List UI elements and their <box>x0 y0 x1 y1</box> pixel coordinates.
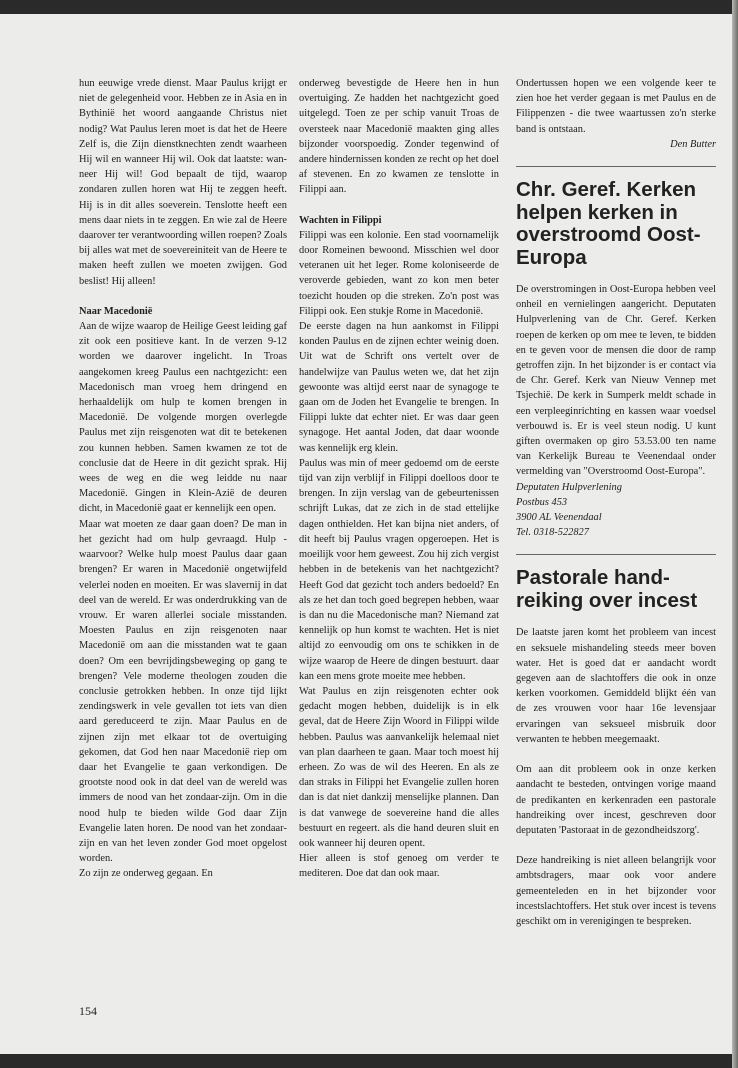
paragraph: De eerste dagen na hun aankomst in Filippi konden Paulus en de zijnen echter weinig doen. Uit wat de Schrift ons vertelt over de handelwijze van Paulus weten we, dat het zijn gewoonte was altijd eerst naar de synagoge te gaan om de Joden het Evangelie te brengen. In Filippi lukte dat echter niet. Er was daar geen synagoge. Het aantal Joden, dat daar woonde was kennelijk erg klein. <box>299 321 499 454</box>
paragraph: Ondertussen hopen we een volgende keer te zien hoe het verder gegaan is met Paulus en de Filippenzen - die twee waartussen zo'n sterke band is ontstaan. <box>516 78 716 135</box>
column-left <box>79 76 287 882</box>
paragraph: Deze handreiking is niet alleen belangrijk voor ambtsdragers, maar ook voor andere gemeenteleden en in het bijzonder voor incestslachtoffers. Het stuk over incest is tevens geschikt om in verenigingen te bespreken. <box>516 855 716 927</box>
address-line: 3900 AL Veenendaal <box>516 512 602 524</box>
paragraph: onderweg bevestigde de Heere hen in hun overtuiging. Ze hadden het nachtgezicht goed uitgelegd. Toen ze per schip vanuit Troas de oversteek naar Macedonië maakten ging alles bijzonder voorspoedig. Zonder tegenwind of andere hindernissen konden ze recht op het doel af stevenen. En zo kwamen ze tenslotte in Filippi aan. <box>299 78 499 196</box>
paragraph: Hier alleen is stof genoeg om verder te mediteren. Doe dat dan ook maar. <box>299 853 499 880</box>
paragraph: Zo zijn ze onderweg gegaan. En <box>79 868 213 880</box>
page-edge <box>732 0 738 1068</box>
paragraph: De overstromingen in Oost-Europa hebben veel onheil en vernielingen aangericht. Deputaten Hulpverlening van de Chr. Geref. Kerken roepen de kerken op om mee te leven, te bidden en te geven voor de mensen die door de ramp getroffen zijn. In het bijzonder is er contact via de Chr. Geref. Kerk van Nieuw Vennep met Tsjechië. De kerk in Sumperk meldt schade in een verpleeginrichting en kassen waar voedsel verbouwd is. Er is veel steun nodig. U kunt giften overmaken op giro 53.53.00 ten name van Kerkelijk Bureau te Veenendaal onder vermelding van "Overstroomd Oost-Europa". <box>516 284 716 478</box>
column-right <box>516 76 716 929</box>
paragraph: hun eeuwige vrede dienst. Maar Paulus krijgt er niet de gelegenheid voor. Hebben ze in Asia en in Bythinië het woord aangaande Christus niet nodig? Wat Paulus leren moet is dat het de Heere Zelf is, die Zijn dienstknechten zendt waarheen Hij wil en wanneer Hij wil. Ook dat laatste: wanneer Hij wil! God bepaalt de tijd, waarop zondaren zullen horen wat Hij te zeggen heeft. Hij is in dit alles soeverein. Tenslotte heeft een mens daar niets in te zeggen. En wie zal de Heere daarover ter verantwoording willen roepen? Zoals bij alles wat met de soevereiniteit van de Heere te maken heeft zullen we moeten zwijgen. God beslist! Hij alleen! <box>79 78 288 287</box>
paragraph: Aan de wijze waarop de Heilige Geest leiding gaf zit ook een positieve kant. In de verzen 9-12 worden we daarover ingelicht. In Troas aangekomen kreeg Paulus een nachtgezicht: een Macedonisch man vroeg hem dringend en herhaaldelijk om hulp te komen brengen in Macedonië. De volgende morgen overlegde Paulus met zijn reisgenoten wat dit te betekenen zou kunnen hebben. Samen kwamen ze tot de conclusie dat de Heere in dit gezicht sprak. Hij wees de weg en die weg leidde nu naar Macedonië. Gingen in Klein-Azië de deuren dicht, in Macedonië gaat er kennelijk een open. <box>79 321 287 515</box>
column-middle <box>299 76 499 882</box>
divider <box>516 166 716 167</box>
address-line: Postbus 453 <box>516 496 568 508</box>
magazine-page <box>0 14 733 1054</box>
article-title-overstroomd: Chr. Geref. Kerken helpen kerken in overstroomd Oost-Europa <box>516 178 701 269</box>
paragraph: Om aan dit probleem ook in onze kerken aandacht te besteden, ontvingen vorige maand de predikanten en kerkenraden een pastorale handreiking over incest, geschreven door deputaten 'Pastoraat in de gezondheidszorg'. <box>516 764 716 836</box>
divider <box>516 554 716 555</box>
author-signature: Den Butter <box>670 138 716 150</box>
subheading-wachten-in-filippi: Wachten in Filippi <box>299 214 382 226</box>
paragraph: Filippi was een kolonie. Een stad voornamelijk door Romeinen bewoond. Misschien wel door veteranen uit het leger. Rome koloniseerde de veroverde gebieden, want zo kon men beter toezicht houden op die streken. Zo'n post was Filippi ook. Een stukje Rome in Macedonië. <box>299 229 499 317</box>
subheading-naar-macedonie: Naar Macedonië <box>79 305 153 317</box>
paragraph: Paulus was min of meer gedoemd om de eerste tijd van zijn verblijf in Filippi doelloos door te brengen. In zijn verslag van de gebeurtenissen schrijft Lukas, dat ze zich in de stad ettelijke dagen onthielden. Het kan bijna niet anders, of dit heeft bij Paulus vragen opgeroepen. Het is moeilijk voor hem geweest. Zou hij zich vergist hebben in de betekenis van het nachtgezicht? Heeft God dat gezicht toch anders bedoeld? En als ze het dan toch goed begrepen hebben, waar is dan nu die Macedonische man? Niemand zat kennelijk op hun komst te wachten. Het is niet altijd zo eenvoudig om ons te schikken in de wijze waarop de Heere de dingen bestuurt. daar kan een mens grote moeite mee hebben. <box>299 457 499 682</box>
address-line: Deputaten Hulpverlening <box>516 481 622 493</box>
paragraph: Wat Paulus en zijn reisgenoten echter ook gedacht mogen hebben, duidelijk is in elk geval, dat de Heere Zijn Woord in Filippi wilde hebben. Paulus was aanvankelijk helemaal niet van plan daarheen te gaan. Maar toch moest hij erheen. Zo was de wil des Heeren. En als ze dan straks in Filippi het Evangelie zullen horen dan is dat niet dankzij menselijke plannen. Dan is dat vanwege de soevereine hand die alles bestuurt en regeert. als die hand deuren sluit en ook wanneer hij deuren opent. <box>299 685 499 849</box>
article-title-incest: Pastorale handreiking over incest <box>516 566 698 612</box>
address-line: Tel. 0318-522827 <box>516 527 589 539</box>
paragraph: Maar wat moeten ze daar gaan doen? De man in het gezicht had om hulp gevraagd. Hulp - waarvoor? Welke hulp moest Paulus daar gaan brengen? Er waren in Macedonië ongetwijfeld velerlei noden en moeiten. Er was slavernij in dat deel van de wereld. Er was onderdrukking van de vrouw. Er waren allerlei sociale misstanden. Moesten Paulus en zijn reisgenoten naar Macedonië om aan die misstanden wat te gaan doen? Om een bevrijdingsbeweging op gang te brengen? Vele moderne theologen zouden die conclusie getrokken hebben. In onze tijd lijkt zendingswerk in vele gevallen tot iets van dien aard gereduceerd te zijn. Maar Paulus en de zijnen zijn met elkaar tot de overtuiging gekomen, dat God hen naar Macedonië riep om daar het Evangelie te gaan verkondigen. De grootste nood ook in dat deel van de wereld was immers de nood van het zondaar-zijn. Om in die nood hulp te bieden wilde God daar Zijn Evangelie laten horen. De nood van het zondaarzijn en van het leven zonder God moet opgelost worden. <box>79 518 287 865</box>
paragraph: De laatste jaren komt het probleem van incest en seksuele mishandeling steeds meer boven water. Het is goed dat er aandacht wordt gegeven aan de slachtoffers die ook in onze kerken voorkomen. Gemiddeld blijkt één van de zes vrouwen voor haar 16e levensjaar ervaringen van seksueel misbruik door verwanten te hebben meegemaakt. <box>516 627 716 745</box>
page-number: 154 <box>79 1004 97 1018</box>
